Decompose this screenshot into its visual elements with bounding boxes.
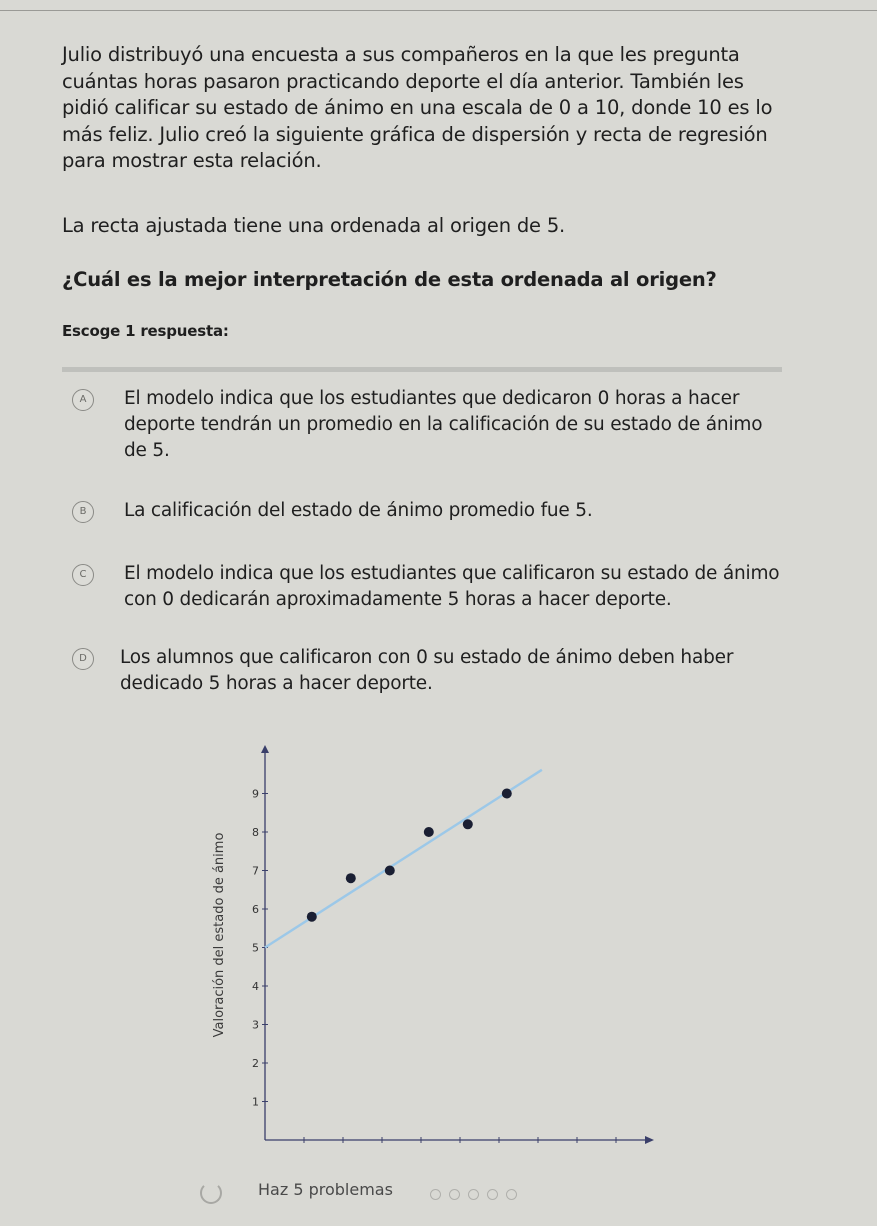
option-d-radio[interactable]: D [72, 648, 94, 670]
data-point [346, 873, 356, 883]
data-point [385, 866, 395, 876]
progress-dot [449, 1189, 460, 1200]
answer-divider [62, 367, 782, 372]
choose-label: Escoge 1 respuesta: [62, 322, 229, 340]
data-point [463, 819, 473, 829]
data-point [307, 912, 317, 922]
y-tick-label: 5 [252, 941, 259, 955]
chart-y-axis-label: Valoración del estado de ánimo [212, 832, 227, 1038]
question-intro: Julio distribuyó una encuesta a sus compañeros en la que les pregunta cuántas horas pasaron practicando deporte el día anterior. También les pidió calificar su estado de ánimo en una escala de 0 a 10, donde 10 es lo más feliz. Julio creó la siguiente gráfica de dispersión y recta de regresión para mostrar esta relación. [62, 43, 773, 172]
progress-dot [468, 1189, 479, 1200]
option-a-text: El modelo indica que los estudiantes que dedicaron 0 horas a hacer deporte tendrán un promedio en la calificación de su estado de ánimo de 5. [124, 388, 763, 461]
option-b-text: La calificación del estado de ánimo promedio fue 5. [124, 500, 593, 521]
regression-line [265, 770, 542, 948]
footer [200, 1180, 600, 1210]
top-rule [0, 10, 877, 11]
y-axis-arrow [261, 745, 269, 753]
option-c-radio[interactable]: C [72, 564, 94, 586]
y-tick-label: 3 [252, 1018, 259, 1032]
option-a-radio[interactable]: A [72, 389, 94, 411]
progress-dot [506, 1189, 517, 1200]
progress-dot [487, 1189, 498, 1200]
data-point [502, 789, 512, 799]
question-prompt: ¿Cuál es la mejor interpretación de esta ordenada al origen? [62, 268, 717, 291]
intercept-statement: La recta ajustada tiene una ordenada al origen de 5. [62, 214, 566, 237]
scatter-chart [190, 735, 670, 1160]
option-c-text: El modelo indica que los estudiantes que calificaron su estado de ánimo con 0 dedicarán aproximadamente 5 horas a hacer deporte. [124, 563, 780, 610]
option-d-text: Los alumnos que calificaron con 0 su estado de ánimo deben haber dedicado 5 horas a hacer deporte. [120, 647, 734, 694]
y-tick-label: 7 [252, 864, 259, 878]
y-tick-label: 2 [252, 1057, 259, 1070]
data-point [424, 827, 434, 837]
y-tick-label: 6 [252, 903, 259, 916]
y-tick-label: 4 [252, 980, 259, 993]
progress-dot [430, 1189, 441, 1200]
y-tick-label: 1 [252, 1095, 259, 1109]
y-tick-label: 9 [252, 787, 259, 801]
option-b-radio[interactable]: B [72, 501, 94, 523]
y-tick-label: 8 [252, 826, 259, 839]
progress-spinner-icon [200, 1182, 222, 1204]
chart-regression-line [265, 770, 542, 948]
footer-label: Haz 5 problemas [258, 1180, 393, 1199]
chart-axes [261, 745, 654, 1144]
progress-dots [430, 1185, 525, 1204]
x-axis-arrow [645, 1136, 654, 1144]
